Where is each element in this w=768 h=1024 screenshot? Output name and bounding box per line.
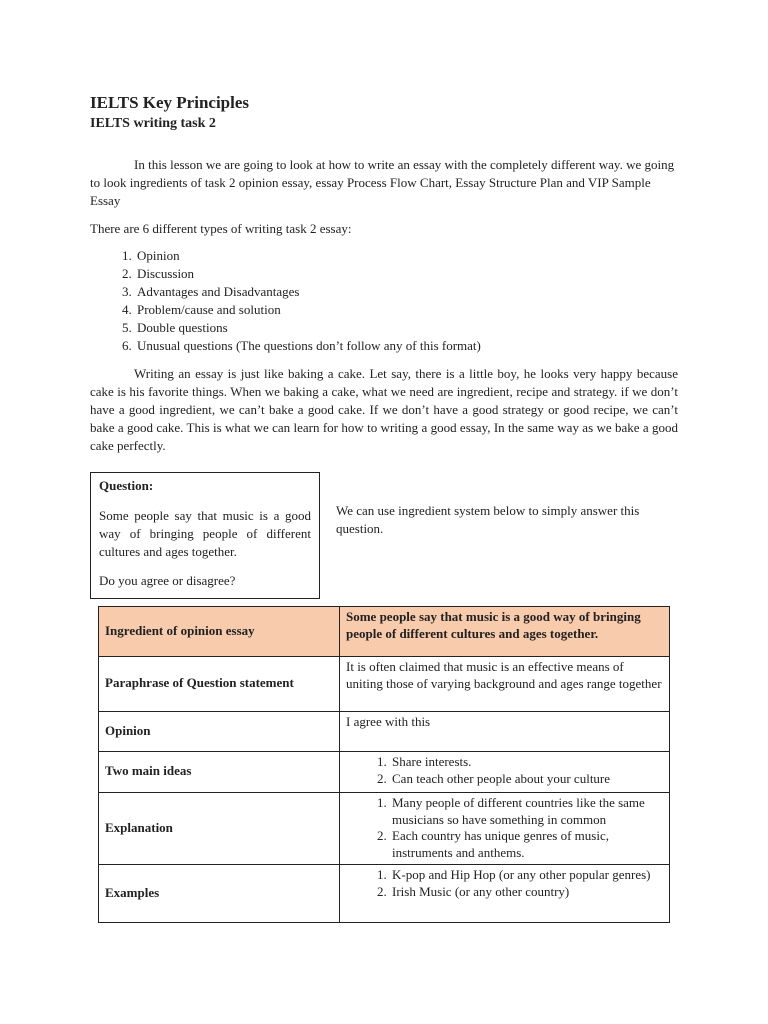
table-header-row (99, 607, 670, 657)
intro-paragraph: In this lesson we are going to look at how to write an essay with the completely different way. we going to look ingredients of task 2 opinion essay, essay Process Flow Chart, Essay Structure Plan and VIP Sample Essay (90, 157, 675, 208)
list-item: 1. Share interests. (390, 754, 663, 771)
essay-types-list (90, 247, 678, 355)
side-note: We can use ingredient system below to simply answer this question. (336, 503, 640, 536)
list-item: 1. Opinion (135, 247, 678, 265)
list-item: 5. Double questions (135, 319, 678, 337)
row-label: Explanation (99, 793, 340, 865)
question-section (90, 472, 678, 599)
row-content: It is often claimed that music is an effective means of uniting those of varying background and ages range together (340, 657, 670, 712)
table-row (99, 657, 670, 712)
list-item: 3. Advantages and Disadvantages (135, 283, 678, 301)
table-header-right: Some people say that music is a good way of bringing people of different cultures and ages together. (340, 607, 670, 657)
list-item: 1. K-pop and Hip Hop (or any other popular genres) (390, 867, 663, 884)
list-item: 2. Discussion (135, 265, 678, 283)
row-label: Examples (99, 865, 340, 923)
row-label: Paraphrase of Question statement (99, 657, 340, 712)
row-content (340, 865, 670, 923)
page-title: IELTS Key Principles (90, 93, 250, 112)
list-item: 4. Problem/cause and solution (135, 301, 678, 319)
table-row (99, 752, 670, 793)
row-label: Two main ideas (99, 752, 340, 793)
list-item: 2. Can teach other people about your culture (390, 771, 663, 788)
row-content: I agree with this (340, 712, 670, 752)
list-item: 6. Unusual questions (The questions don’t follow any of this format) (135, 337, 678, 355)
list-item: 2. Irish Music (or any other country) (390, 884, 663, 901)
question-label: Question: (99, 478, 154, 493)
row-content (340, 752, 670, 793)
document-page (90, 92, 678, 923)
question-text: Some people say that music is a good way of bringing people of different cultures and ages together. (99, 508, 311, 559)
essay-types-lead: There are 6 different types of writing task 2 essay: (90, 221, 352, 236)
row-content (340, 793, 670, 865)
table-row (99, 865, 670, 923)
page-subtitle: IELTS writing task 2 (90, 116, 216, 131)
list-item: 1. Many people of different countries like the same musicians so have something in common (390, 795, 663, 828)
row-label: Opinion (99, 712, 340, 752)
table-row (99, 712, 670, 752)
ingredient-table (98, 606, 670, 923)
question-box (90, 472, 320, 599)
list-item: 2. Each country has unique genres of music, instruments and anthems. (390, 828, 663, 861)
question-ask: Do you agree or disagree? (99, 573, 236, 588)
cake-analogy-paragraph: Writing an essay is just like baking a cake. Let say, there is a little boy, he looks very happy because cake is his favorite things. When we baking a cake, what we need are ingredient, recipe and strategy. if we don’t have a good ingredient, we can’t bake a good cake. If we don’t have a good strategy or good recipe, we can’t bake a good cake. This is what we can learn for how to writing a good essay, In the same way as we bake a good cake perfectly. (90, 366, 678, 453)
table-row (99, 793, 670, 865)
table-header-left: Ingredient of opinion essay (99, 607, 340, 657)
